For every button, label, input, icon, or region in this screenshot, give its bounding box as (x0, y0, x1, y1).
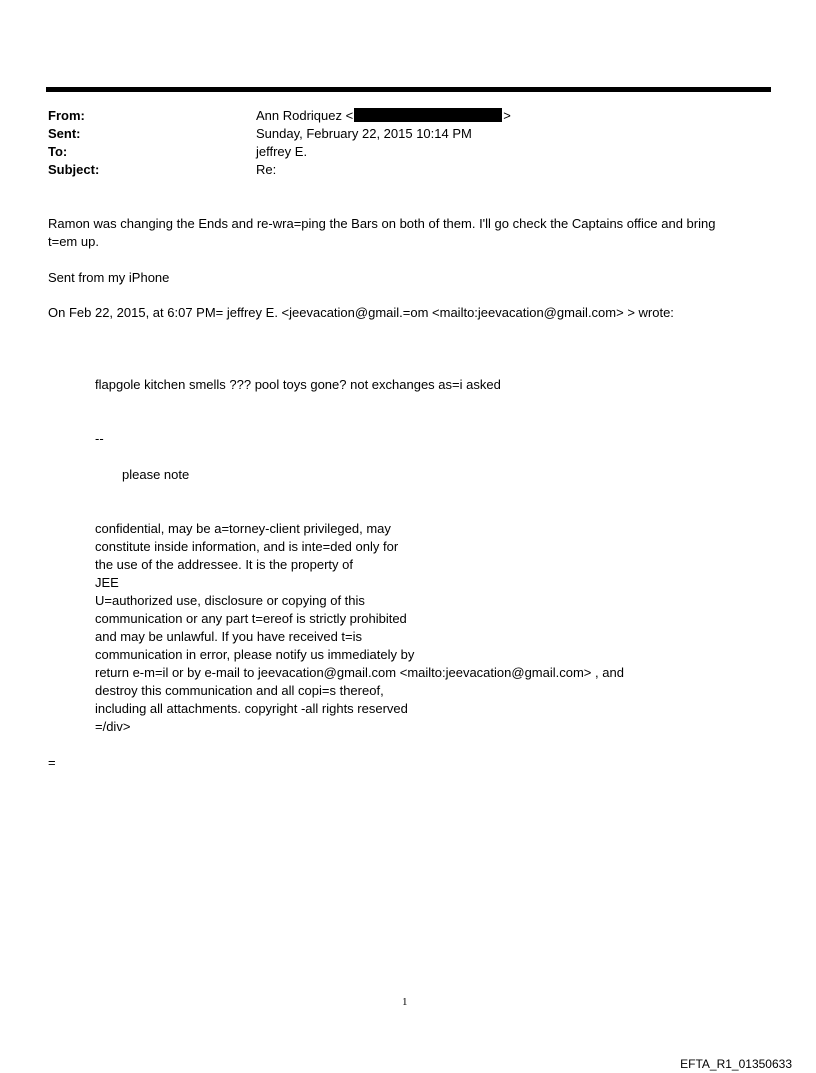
disclaimer-line: U=authorized use, disclosure or copying of this (95, 593, 365, 608)
sent-label: Sent: (48, 126, 81, 141)
bates-number: EFTA_R1_01350633 (680, 1057, 792, 1071)
disclaimer-line: constitute inside information, and is inte=ded only for (95, 539, 399, 554)
disclaimer-line: and may be unlawful. If you have received t=is (95, 629, 363, 644)
disclaimer-line: communication in error, please notify us immediately by (95, 647, 415, 662)
header-rule (46, 87, 771, 92)
subject-value: Re: (256, 162, 277, 177)
quote-intro: On Feb 22, 2015, at 6:07 PM= jeffrey E. <jeevacation@gmail.=om <mailto:jeevacation@gmail.com> > wrote: (48, 305, 674, 320)
sent-value: Sunday, February 22, 2015 10:14 PM (256, 126, 472, 141)
from-value (256, 107, 511, 125)
body-line-2: t=em up. (48, 234, 99, 249)
quoted-message: flapgole kitchen smells ??? pool toys gone? not exchanges as=i asked (95, 377, 501, 392)
to-value: jeffrey E. (256, 144, 308, 159)
disclaimer-line: confidential, may be a=torney-client privileged, may (95, 521, 391, 536)
disclaimer-line: communication or any part t=ereof is strictly prohibited (95, 611, 407, 626)
signature-dashes: -- (95, 431, 104, 446)
body-line-1: Ramon was changing the Ends and re-wra=ping the Bars on both of them. I'll go check the Captains office and bring (48, 216, 716, 231)
disclaimer-line: =/div> (95, 719, 131, 734)
redaction-box (354, 108, 502, 122)
from-close: > (503, 108, 511, 123)
disclaimer-line: destroy this communication and all copi=s thereof, (95, 683, 384, 698)
subject-label: Subject: (48, 162, 100, 177)
trailing-equals: = (48, 755, 56, 770)
page-number: 1 (402, 996, 408, 1008)
disclaimer-line: JEE (95, 575, 119, 590)
from-name: Ann Rodriquez < (256, 108, 354, 123)
disclaimer-line: return e-m=il or by e-mail to jeevacation@gmail.com <mailto:jeevacation@gmail.com> , and (95, 665, 624, 680)
signature-line: Sent from my iPhone (48, 270, 170, 285)
disclaimer-line: the use of the addressee. It is the property of (95, 557, 353, 572)
from-label: From: (48, 108, 85, 123)
please-note: please note (122, 467, 190, 482)
disclaimer-line: including all attachments. copyright -all rights reserved (95, 701, 408, 716)
to-label: To: (48, 144, 68, 159)
